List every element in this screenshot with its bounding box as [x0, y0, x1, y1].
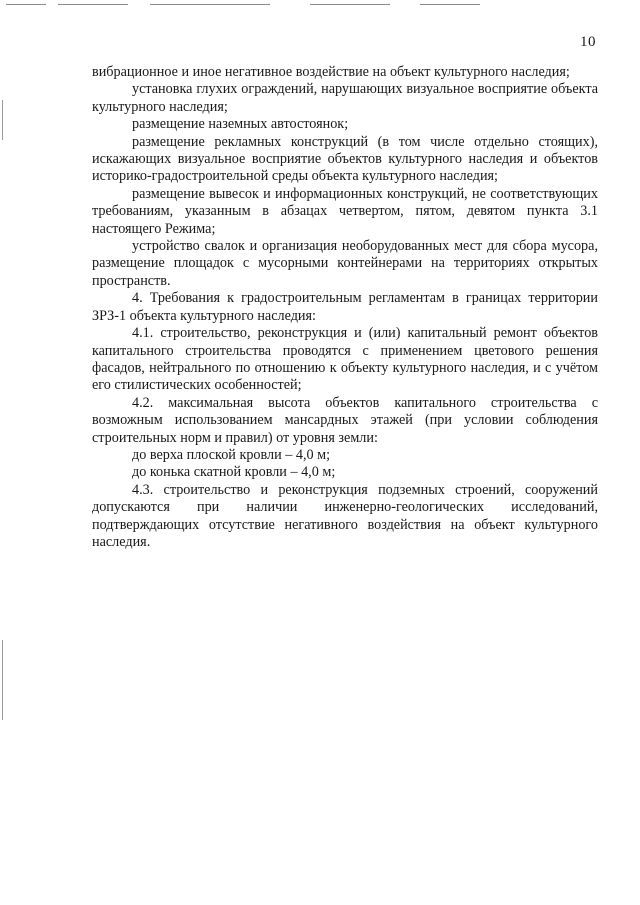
scan-margin-line — [2, 640, 3, 720]
paragraph: вибрационное и иное негативное воздействие на объект культурного наследия; — [92, 64, 570, 80]
paragraph: 4.2. максимальная высота объектов капитального строительства с возможным использованием мансардных этажей (при условии соблюдения строительных норм и правил) от уровня земли: — [92, 394, 598, 446]
scan-margin-line — [2, 100, 3, 140]
paragraph: установка глухих ограждений, нарушающих визуальное восприятие объекта культурного наследия; — [92, 81, 598, 115]
paragraph: 4.3. строительство и реконструкция подземных строений, сооружений допускаются при наличии инженерно-геологических исследований, подтверждающих отсутствие негативного воздействия на объект культурного наследия. — [92, 481, 598, 550]
paragraph: устройство свалок и организация необорудованных мест для сбора мусора, размещение площадок с мусорными контейнерами на территориях открытых пространств. — [92, 238, 598, 289]
paragraph: 4.1. строительство, реконструкция и (или) капитальный ремонт объектов капитального строительства проводятся с применением цветового решения фасадов, нейтрального по отношению к объекту культурного наследия, и с учётом его стилистических особенностей; — [92, 325, 598, 394]
scan-edge-line — [58, 4, 128, 5]
scan-edge-line — [150, 4, 270, 5]
page-number: 10 — [580, 34, 596, 50]
paragraph: размещение наземных автостоянок; — [132, 116, 349, 133]
document-body — [92, 64, 598, 551]
paragraph: размещение вывесок и информационных конструкций, не соответствующих требованиям, указанным в абзацах четвертом, пятом, девятом пункта 3.1 настоящего Режима; — [92, 185, 598, 237]
list-item: до верха плоской кровли – 4,0 м; — [132, 446, 331, 463]
paragraph: размещение рекламных конструкций (в том числе отдельно стоящих), искажающих визуальное восприятие объектов культурного наследия и объектов историко-градостроительной среды объекта культурного наследия; — [92, 133, 598, 185]
list-item: до конька скатной кровли – 4,0 м; — [132, 464, 336, 481]
section-heading: 4. Требования к градостроительным регламентам в границах территории ЗРЗ-1 объекта культурного наследия: — [92, 290, 598, 324]
scan-edge-line — [420, 4, 480, 5]
scan-edge-line — [310, 4, 390, 5]
scan-edge-line — [6, 4, 46, 5]
